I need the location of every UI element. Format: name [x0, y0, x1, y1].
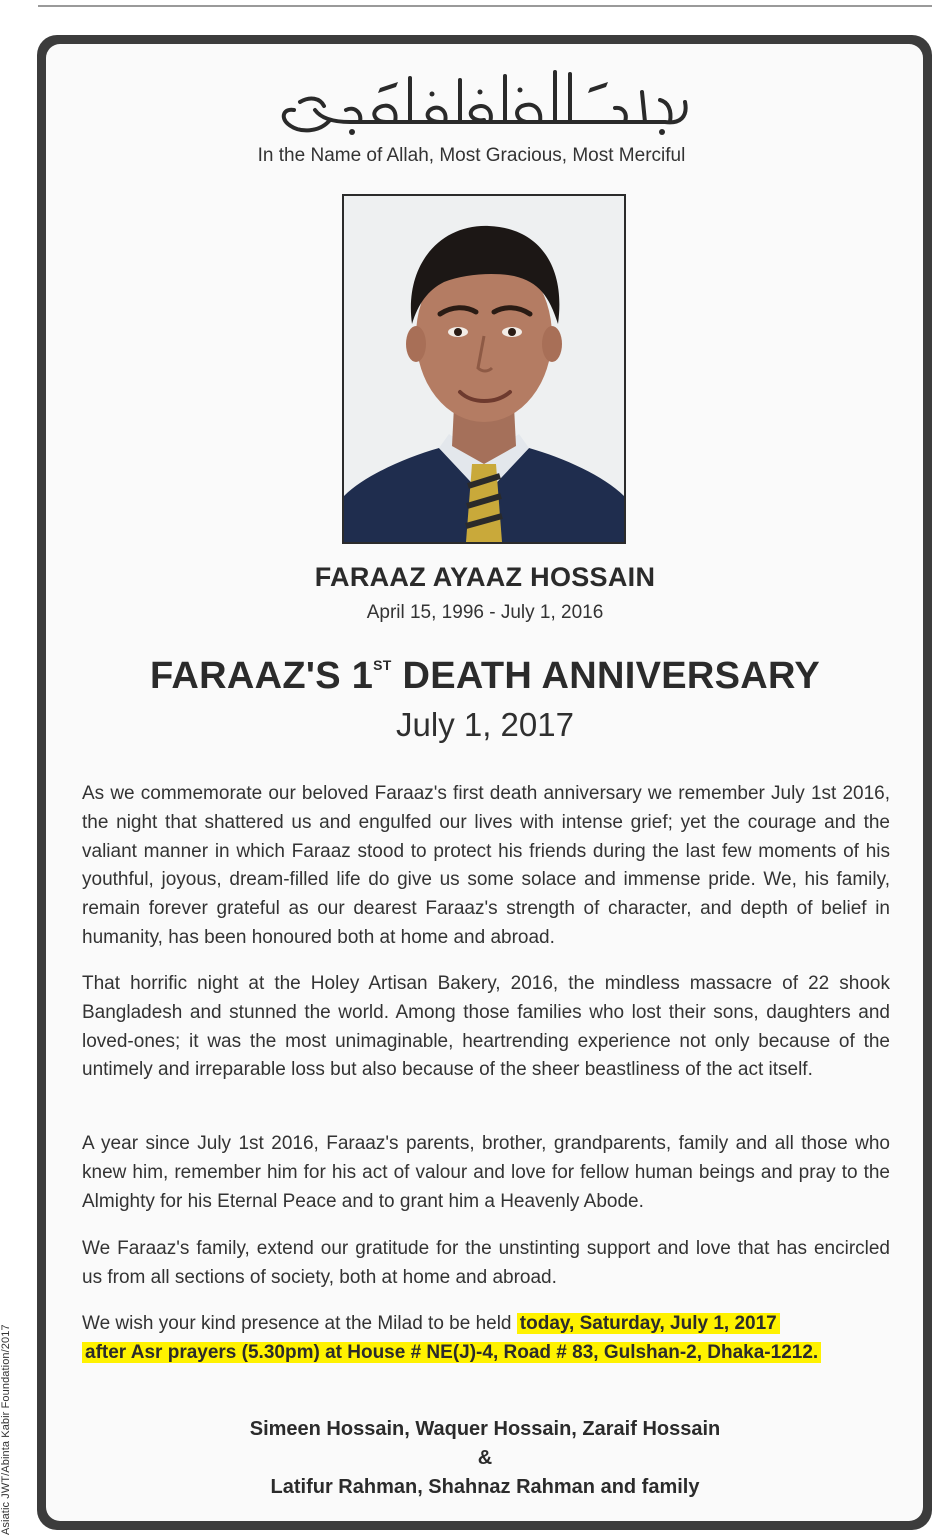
signatories-ampersand: & [477, 1447, 493, 1469]
portrait-photo [342, 194, 626, 544]
signatories-line-1: Simeen Hossain, Waquer Hossain, Zaraif Hossain [249, 1418, 721, 1440]
milad-date-highlight: today, Saturday, July 1, 2017 [517, 1313, 780, 1334]
signatories-line-2: Latifur Rahman, Shahnaz Rahman and family [270, 1476, 700, 1498]
milad-venue-highlight: after Asr prayers (5.30pm) at House # NE(J)-4, Road # 83, Gulshan-2, Dhaka-1212. [82, 1342, 821, 1363]
anniversary-date: July 1, 2017 [396, 706, 574, 743]
headline-suffix: DEATH ANNIVERSARY [391, 655, 821, 697]
basmala-translation: In the Name of Allah, Most Gracious, Most Merciful [257, 145, 686, 166]
paragraph-milad-invitation [82, 1310, 890, 1368]
paragraph-remembrance: A year since July 1st 2016, Faraaz's parents, brother, grandparents, family and all those who knew him, remember him for his act of valour and love for fellow human beings and pray to the Almighty for his Eternal Peace and to grant him a Heavenly Abode. [82, 1133, 890, 1212]
top-rule [38, 5, 932, 7]
deceased-name: FARAAZ AYAAZ HOSSAIN [314, 562, 656, 592]
paragraph-holey-artisan: That horrific night at the Holey Artisan Bakery, 2016, the mindless massacre of 22 shook Bangladesh and stunned the world. Among those families who lost their sons, daughters and loved-ones; it was the most unimaginable, heartrending experience not only because of the untimely and irreparable loss but also because of the sheer beastliness of the act itself. [82, 973, 890, 1081]
portrait-illustration [344, 196, 624, 542]
milad-intro: We wish your kind presence at the Milad to be held [82, 1313, 517, 1334]
headline-superscript: ST [373, 657, 392, 673]
bismillah-calligraphy [270, 62, 700, 142]
paragraph-gratitude: We Faraaz's family, extend our gratitude for the unstinting support and love that has encircled us from all sections of society, both at home and abroad. [82, 1238, 890, 1288]
agency-credit: Asiatic JWT/Abinta Kabir Foundation/2017 [0, 1324, 12, 1535]
anniversary-headline [0, 655, 943, 698]
paragraph-commemoration: As we commemorate our beloved Faraaz's first death anniversary we remember July 1st 2016, the night that shattered us and engulfed our lives with intense grief; yet the courage and the valiant manner in which Faraaz stood to protect his friends during the last few moments of his youthful, joyous, dream-filled life do give us some solace and immense pride. We, his family, remain forever grateful as our dearest Faraaz's strength of character, and depth of belief in humanity, has been honoured both at home and abroad. [82, 783, 890, 948]
headline-prefix: FARAAZ'S 1 [149, 655, 374, 697]
life-dates: April 15, 1996 - July 1, 2016 [366, 602, 604, 623]
